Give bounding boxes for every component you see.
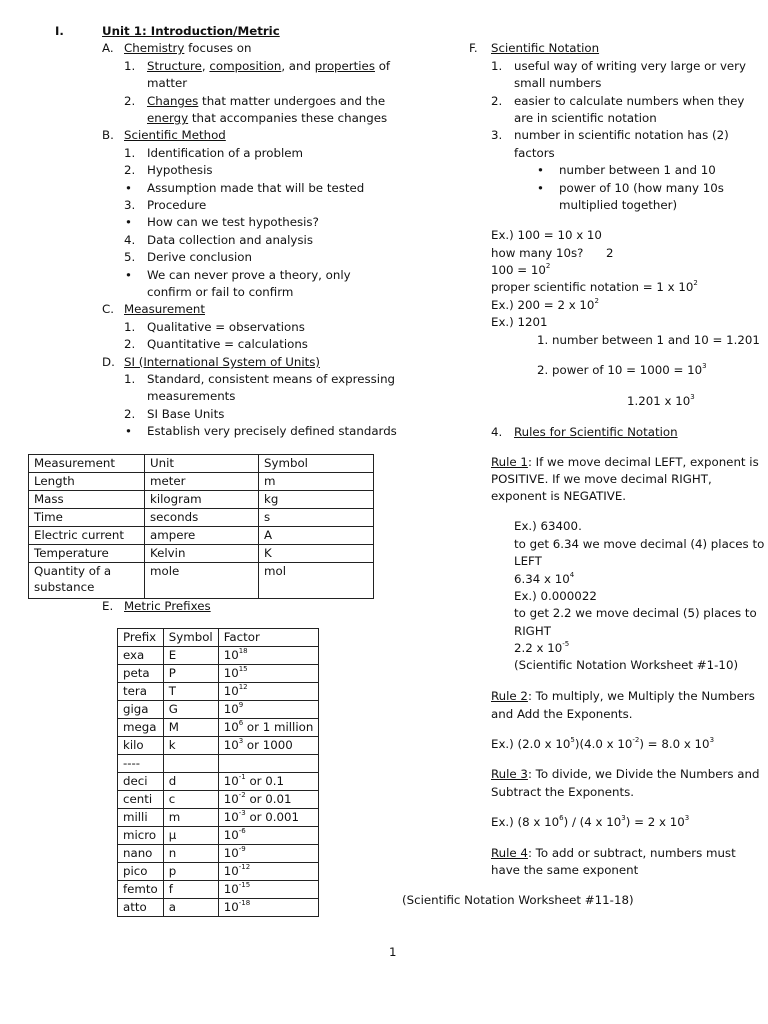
factor-cell xyxy=(218,755,319,773)
table-header: Measurement xyxy=(29,455,145,473)
example-result: 1.201 x $10^3$ xyxy=(627,393,695,408)
symbol-cell: G xyxy=(163,701,218,719)
symbol-cell: T xyxy=(163,683,218,701)
example-line: to get 2.2 we move decimal (5) places to xyxy=(514,606,757,620)
example-line: proper scientific notation = 1 x $10^2$ xyxy=(491,279,698,294)
rule-text: Rule 2: To multiply, we Multiply the Numbers xyxy=(491,689,755,703)
table-row xyxy=(118,755,319,773)
prefix-cell: exa xyxy=(118,647,164,665)
item-letter: E. xyxy=(102,599,114,613)
table-cell: Electric current xyxy=(29,527,145,545)
table-row xyxy=(29,491,374,509)
list-text: useful way of writing very large or very xyxy=(514,59,747,73)
si-units-table xyxy=(28,454,374,599)
symbol-cell: p xyxy=(163,863,218,881)
prefix-cell: nano xyxy=(118,845,164,863)
table-header: Symbol xyxy=(163,629,218,647)
table-row xyxy=(118,791,319,809)
table-row xyxy=(29,563,374,599)
rule-text: POSITIVE. If we move decimal RIGHT, xyxy=(491,472,712,486)
example-line: Ex.) (8 x $10^6) / (4$ x $10^3) = 2$ x $10^3$ xyxy=(491,814,690,829)
list-text: multiplied together) xyxy=(559,198,678,212)
list-text: Identification of a problem xyxy=(147,146,304,160)
table-row xyxy=(118,719,319,737)
table-header: Factor xyxy=(218,629,319,647)
table-cell: mol xyxy=(259,563,374,599)
table-cell: kilogram xyxy=(145,491,259,509)
bullet-marker: • xyxy=(125,268,132,282)
example-line: Ex.) 100 = 10 x 10 xyxy=(491,228,602,242)
list-number: 4. xyxy=(491,425,503,439)
rules-title: Rules for Scientific Notation xyxy=(514,425,678,439)
worksheet-ref: (Scientific Notation Worksheet #1-10) xyxy=(514,658,739,672)
table-cell: Temperature xyxy=(29,545,145,563)
factor-cell: $10^{-12}$ xyxy=(218,863,319,881)
section-title: Unit 1: Introduction/Metric xyxy=(102,24,280,38)
rule-text: Rule 1: If we move decimal LEFT, exponent is xyxy=(491,455,759,469)
item-e-title: Metric Prefixes xyxy=(124,599,211,613)
table-row xyxy=(118,683,319,701)
example-line: 2. power of $10 = 1000 = 10^3$ xyxy=(537,362,707,377)
metric-prefix-table xyxy=(117,628,319,917)
table-row xyxy=(118,737,319,755)
bullet-marker: • xyxy=(125,181,132,195)
table-cell: A xyxy=(259,527,374,545)
symbol-cell: k xyxy=(163,737,218,755)
item-letter: D. xyxy=(102,355,115,369)
prefix-cell: peta xyxy=(118,665,164,683)
factor-cell: $10^9$ xyxy=(218,701,319,719)
table-cell: K xyxy=(259,545,374,563)
symbol-cell: P xyxy=(163,665,218,683)
list-number: 2. xyxy=(124,94,136,108)
list-text: small numbers xyxy=(514,76,602,90)
table-row xyxy=(118,881,319,899)
item-a-text: Chemistry focuses on xyxy=(124,41,252,55)
prefix-cell: deci xyxy=(118,773,164,791)
prefix-table-body xyxy=(118,647,319,917)
item-letter: C. xyxy=(102,302,114,316)
bullet-marker: • xyxy=(537,163,544,177)
list-number: 1. xyxy=(124,59,136,73)
list-text: easier to calculate numbers when they xyxy=(514,94,745,108)
symbol-cell: c xyxy=(163,791,218,809)
example-line: $100 = 10^2$ xyxy=(491,262,551,277)
table-cell: Kelvin xyxy=(145,545,259,563)
table-row xyxy=(118,863,319,881)
factor-cell: $10^{-2}$ or 0.01 xyxy=(218,791,319,809)
list-text: number between 1 and 10 xyxy=(559,163,716,177)
factor-cell: $10^{-6}$ xyxy=(218,827,319,845)
list-text: confirm or fail to confirm xyxy=(147,285,294,299)
table-cell: meter xyxy=(145,473,259,491)
item-a2-text-cont: energy that accompanies these changes xyxy=(147,111,388,125)
list-text: Data collection and analysis xyxy=(147,233,313,247)
list-marker: 2. xyxy=(491,94,503,108)
prefix-cell: kilo xyxy=(118,737,164,755)
list-marker: 1. xyxy=(124,146,136,160)
table-row xyxy=(118,899,319,917)
table-row xyxy=(118,665,319,683)
item-letter: F. xyxy=(469,41,478,55)
example-line: Ex.) 1201 xyxy=(491,315,548,329)
symbol-cell: µ xyxy=(163,827,218,845)
symbol-cell: M xyxy=(163,719,218,737)
table-header: Prefix xyxy=(118,629,164,647)
list-marker: 5. xyxy=(124,250,136,264)
list-text: SI Base Units xyxy=(147,407,225,421)
example-line: LEFT xyxy=(514,554,542,568)
symbol-cell: a xyxy=(163,899,218,917)
table-cell: Quantity of a substance xyxy=(29,563,145,599)
factor-cell: $10^3$ or 1000 xyxy=(218,737,319,755)
list-text: Establish very precisely defined standards xyxy=(147,424,397,438)
bullet-marker: • xyxy=(125,215,132,229)
prefix-cell: milli xyxy=(118,809,164,827)
list-marker: 1. xyxy=(124,320,136,334)
table-row xyxy=(118,845,319,863)
rule-text: have the same exponent xyxy=(491,863,639,877)
table-row xyxy=(29,473,374,491)
list-text: number in scientific notation has (2) xyxy=(514,128,729,142)
factor-cell: $10^{-1}$ or 0.1 xyxy=(218,773,319,791)
symbol-cell: E xyxy=(163,647,218,665)
list-marker: 2. xyxy=(124,407,136,421)
table-header: Symbol xyxy=(259,455,374,473)
symbol-cell: m xyxy=(163,809,218,827)
symbol-cell: f xyxy=(163,881,218,899)
list-marker: 4. xyxy=(124,233,136,247)
item-a1-text-cont: matter xyxy=(147,76,188,90)
factor-cell: $10^{15}$ xyxy=(218,665,319,683)
example-line: 2.2 x $10^{-5}$ xyxy=(514,640,570,655)
prefix-cell: mega xyxy=(118,719,164,737)
symbol-cell: d xyxy=(163,773,218,791)
table-cell: kg xyxy=(259,491,374,509)
prefix-cell: micro xyxy=(118,827,164,845)
prefix-cell: tera xyxy=(118,683,164,701)
bullet-marker: • xyxy=(537,181,544,195)
prefix-cell: giga xyxy=(118,701,164,719)
example-line: Ex.) 63400. xyxy=(514,519,582,533)
factor-cell: $10^{-15}$ xyxy=(218,881,319,899)
table-cell: mole xyxy=(145,563,259,599)
factor-cell: $10^{-9}$ xyxy=(218,845,319,863)
list-marker: 1. xyxy=(124,372,136,386)
list-text: Hypothesis xyxy=(147,163,213,177)
example-line: how many 10s? xyxy=(491,246,584,260)
symbol-cell: n xyxy=(163,845,218,863)
list-text: Quantitative = calculations xyxy=(147,337,308,351)
factor-cell: $10^6$ or 1 million xyxy=(218,719,319,737)
factor-cell: $10^{18}$ xyxy=(218,647,319,665)
item-letter: A. xyxy=(102,41,114,55)
table-cell: m xyxy=(259,473,374,491)
prefix-cell: ---- xyxy=(118,755,164,773)
symbol-cell xyxy=(163,755,218,773)
example-line: Ex.) 0.000022 xyxy=(514,589,597,603)
list-text: are in scientific notation xyxy=(514,111,657,125)
item-letter: B. xyxy=(102,128,114,142)
table-row xyxy=(118,647,319,665)
rule-text: and Add the Exponents. xyxy=(491,707,633,721)
item-c-title: Measurement xyxy=(124,302,205,316)
table-row xyxy=(118,809,319,827)
table-row xyxy=(118,701,319,719)
example-line: to get 6.34 we move decimal (4) places to xyxy=(514,537,765,551)
worksheet-ref: (Scientific Notation Worksheet #11-18) xyxy=(402,893,634,907)
list-marker: 2. xyxy=(124,337,136,351)
table-cell: Mass xyxy=(29,491,145,509)
list-text: Qualitative = observations xyxy=(147,320,305,334)
table-row xyxy=(118,827,319,845)
example-line: Ex.) (2.0 x $10^5)(4.0$ x $10^{-2}) = 8.0$ x $10^3$ xyxy=(491,736,715,751)
list-marker: 1. xyxy=(491,59,503,73)
list-marker: 3. xyxy=(491,128,503,142)
list-text: measurements xyxy=(147,389,236,403)
list-text: Procedure xyxy=(147,198,207,212)
example-line: 6.34 x $10^4$ xyxy=(514,571,575,586)
factor-cell: $10^{12}$ xyxy=(218,683,319,701)
rule-text: Subtract the Exponents. xyxy=(491,785,635,799)
table-cell: Time xyxy=(29,509,145,527)
prefix-cell: pico xyxy=(118,863,164,881)
prefix-cell: centi xyxy=(118,791,164,809)
list-marker: 2. xyxy=(124,163,136,177)
list-text: factors xyxy=(514,146,555,160)
table-header-row xyxy=(29,455,374,473)
factor-cell: $10^{-3}$ or 0.001 xyxy=(218,809,319,827)
list-text: Assumption made that will be tested xyxy=(147,181,365,195)
item-a1-text: Structure, composition, and properties of xyxy=(147,59,391,73)
example-line: Ex.) 200 = 2 x $10^2$ xyxy=(491,297,599,312)
table-header: Unit xyxy=(145,455,259,473)
table-row xyxy=(29,527,374,545)
rule-text: Rule 4: To add or subtract, numbers must xyxy=(491,846,736,860)
list-text: We can never prove a theory, only xyxy=(147,268,351,282)
section-number: I. xyxy=(55,24,64,38)
table-header-row xyxy=(118,629,319,647)
prefix-cell: atto xyxy=(118,899,164,917)
table-cell: ampere xyxy=(145,527,259,545)
table-row xyxy=(29,509,374,527)
prefix-cell: femto xyxy=(118,881,164,899)
table-row xyxy=(118,773,319,791)
list-text: How can we test hypothesis? xyxy=(147,215,319,229)
page-number: 1 xyxy=(389,945,397,959)
bullet-marker: • xyxy=(125,424,132,438)
list-text: Standard, consistent means of expressing xyxy=(147,372,396,386)
table-row xyxy=(29,545,374,563)
table-cell: Length xyxy=(29,473,145,491)
example-line: RIGHT xyxy=(514,624,551,638)
item-f-title: Scientific Notation xyxy=(491,41,600,55)
rule-text: Rule 3: To divide, we Divide the Numbers and xyxy=(491,767,760,781)
item-b-title: Scientific Method xyxy=(124,128,226,142)
table-cell: seconds xyxy=(145,509,259,527)
item-d-title: SI (International System of Units) xyxy=(124,355,320,369)
rule-text: exponent is NEGATIVE. xyxy=(491,489,627,503)
factor-cell: $10^{-18}$ xyxy=(218,899,319,917)
list-text: power of 10 (how many 10s xyxy=(559,181,724,195)
item-a2-text: Changes that matter undergoes and the xyxy=(147,94,386,108)
list-marker: 3. xyxy=(124,198,136,212)
example-line: 1. number between 1 and 10 = 1.201 xyxy=(537,333,760,347)
example-answer: 2 xyxy=(606,246,614,260)
list-text: Derive conclusion xyxy=(147,250,252,264)
table-cell: s xyxy=(259,509,374,527)
